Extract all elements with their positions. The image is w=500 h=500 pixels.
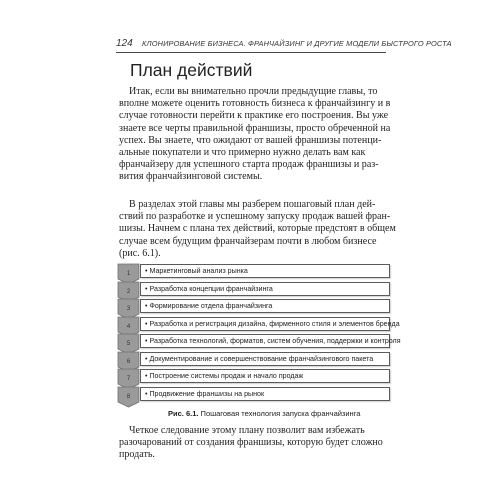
franchise-steps-diagram — [116, 264, 401, 404]
text-line: успех. Вы знаете, что ожидают от вашей франшизы потенци- — [119, 134, 382, 146]
page-number: 124 — [116, 38, 133, 49]
text-line: ствий по разработке и успешному запуску продаж вашей фран- — [119, 211, 391, 223]
step-label: • Разработка концепции франчайзинга — [145, 284, 273, 293]
diagram-step — [116, 317, 400, 331]
step-number: 1 — [126, 271, 131, 277]
figure-caption-text: Пошаговая технология запуска франчайзинга — [198, 409, 361, 418]
text-line: франчайзеру для успешного старта продаж франшизы и раз- — [119, 159, 379, 171]
diagram-step — [116, 352, 392, 366]
step-label: • Документирование и совершенствование франчайзингового пакета — [145, 354, 374, 363]
text-line: случае всем будущим франчайзерам почти в любом бизнесе — [119, 235, 377, 247]
diagram-step — [116, 387, 392, 401]
step-number: 5 — [126, 341, 131, 347]
step-number: 8 — [126, 393, 131, 400]
text-line: Четкое следование этому плану позволит вам избежать — [129, 425, 365, 436]
text-line: вполне можете оценить готовность бизнеса к франчайзингу и в — [119, 98, 391, 110]
step-label: • Маркетинговый анализ рынка — [145, 267, 248, 275]
plan-paragraph — [119, 199, 396, 260]
running-header — [116, 38, 452, 53]
chapter-title: План действий — [130, 60, 253, 80]
figure-caption — [168, 409, 360, 418]
text-line: разочарований от создания франшизы, которую будет сложно — [119, 437, 383, 449]
diagram-step — [116, 299, 392, 313]
text-line: знаете все черты правильной франшизы, просто обреченной на — [119, 122, 391, 134]
diagram-step — [116, 334, 401, 348]
text-line: (рис. 6.1). — [119, 247, 161, 259]
running-head-title: КЛОНИРОВАНИЕ БИЗНЕСА. ФРАНЧАЙЗИНГ И ДРУГИЕ МОДЕЛИ БЫСТРОГО РОСТА — [142, 39, 452, 48]
step-number: 2 — [126, 288, 131, 295]
figure-caption-label: Рис. 6.1. — [168, 409, 199, 418]
step-label: • Разработка технологий, форматов, систем обучения, поддержки и контроля — [145, 337, 401, 345]
text-line: альные покупатели и что примерно нужно делать вам как — [119, 146, 366, 158]
text-line: В разделах этой главы мы разберем пошаговый план дей- — [129, 199, 376, 210]
step-label: • Формирование отдела франчайзинга — [145, 302, 273, 310]
step-label: • Разработка и регистрация дизайна, фирменного стиля и элементов бренда — [145, 319, 400, 328]
text-line: шизы. Начнем с плана тех действий, которые предстоят в общем — [119, 223, 396, 235]
text-line: продать. — [119, 449, 155, 461]
step-number: 4 — [126, 323, 131, 330]
step-number: 6 — [126, 358, 131, 365]
step-number: 7 — [126, 376, 131, 382]
step-number: 3 — [126, 306, 131, 312]
step-label: • Построение системы продаж и начало продаж — [145, 372, 304, 380]
intro-paragraph — [119, 86, 389, 184]
text-line: случае готовности перейти к практике его построения. Вы уже — [119, 110, 389, 122]
diagram-step — [116, 369, 392, 383]
diagram-step — [116, 282, 392, 296]
closing-paragraph — [119, 425, 389, 462]
diagram-step — [116, 264, 392, 278]
step-label: • Продвижение франшизы на рынок — [145, 389, 265, 398]
text-line: Итак, если вы внимательно прочли предыдущие главы, то — [129, 86, 378, 97]
text-line: вития франчайзинговой системы. — [119, 171, 263, 183]
